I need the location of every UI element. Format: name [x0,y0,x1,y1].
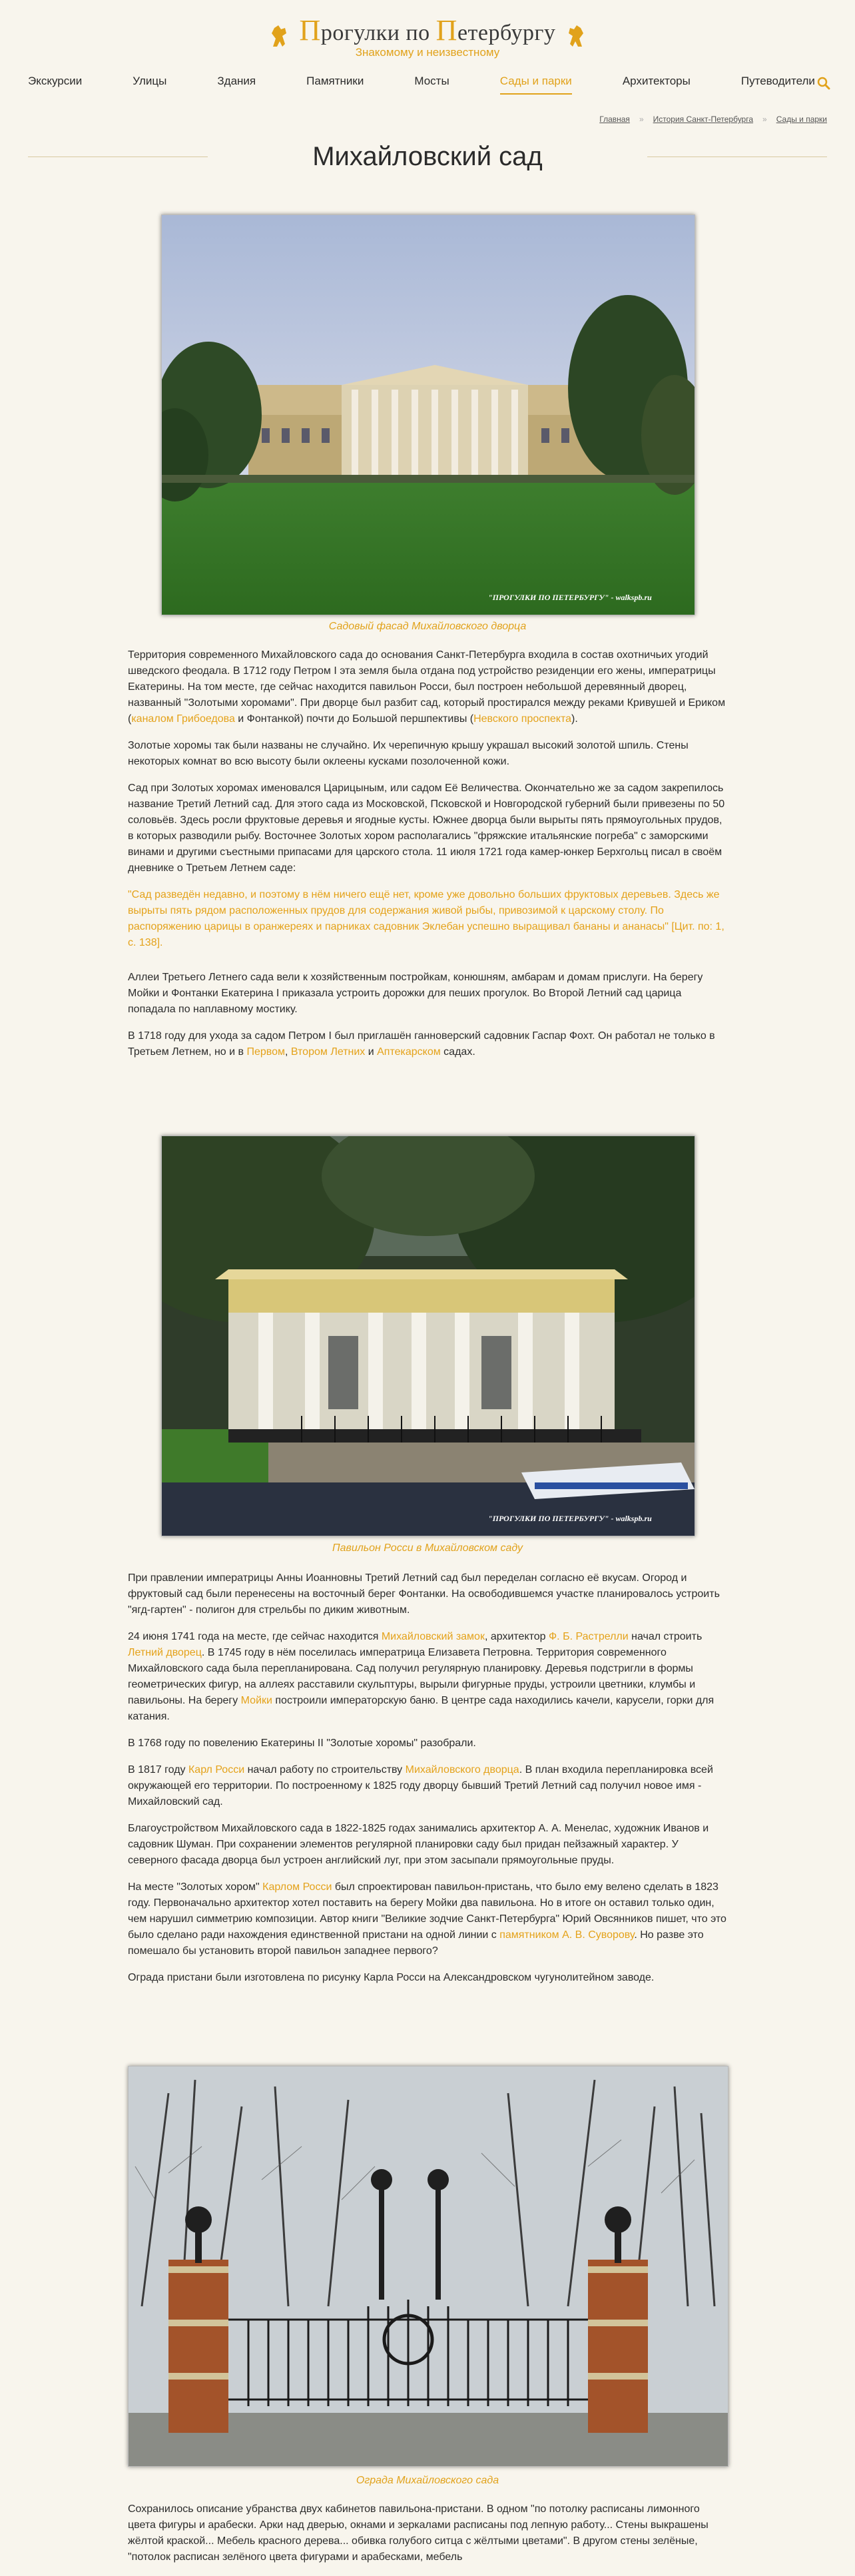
photo-watermark: "ПРОГУЛКИ ПО ПЕТЕРБУРГУ" - walkspb.ru [488,593,652,602]
article-paragraph: Золотые хоромы так были названы не случайно. Их черепичную крышу украшал высокий золотой шпиль. Стены некоторых комнат во всю высоту были оклеены кусками позолоченной кожи. [128,740,689,767]
breadcrumb-gardens[interactable]: Сады и парки [776,115,827,124]
link-first-summer-garden[interactable]: Первом [246,1046,285,1058]
article-body [128,647,727,1071]
link-griboedov-canal[interactable]: каналом Грибоедова [131,713,235,725]
nav-item-excursions[interactable]: Экскурсии [28,75,83,87]
site-title: Прогулки по Петербургу [299,14,556,47]
article-paragraph: Благоустройством Михайловского сада в 1822-1825 годах занимались архитектор А. А. Менелас, художник Иванов и садовник Шуман. При сохранении элементов регулярной планировки саду был придан пейзажный характер. У северного фасада дворца был устроен английский луг, при этом засыпали прямоугольные пруды. [128,1823,709,1866]
main-nav [0,75,855,103]
link-rastrelli[interactable]: Ф. Б. Растрелли [549,1631,629,1642]
nav-item-monuments[interactable]: Памятники [306,75,364,87]
article-quote: "Сад разведён недавно, и поэтому в нём ничего ещё нет, кроме уже довольно больших фруктовых деревьев. Здесь же вырыты пять рядом расположенных прудов для содержания живой рыбы, привозимой к царскому столу. По распоряжению царицы в оранжереях и парниках садовник Эклебан успешно выращивал бананы и ананасы" [Цит. по: 1, с. 138]. [128,889,724,948]
article-paragraph: Аллеи Третьего Летнего сада вели к хозяйственным постройкам, конюшням, амбарам и домам прислуги. На берегу Мойки и Фонтанки Екатерина I приказала устроить дорожки для пеших прогулок. Во Второй Летний сад царица попадала по наплавному мостику. [128,972,703,1015]
figure-caption: Садовый фасад Михайловского дворца [328,621,527,632]
article-paragraph: В 1768 году по повелению Екатерины II "Золотые хоромы" разобрали. [128,1738,476,1749]
photo-watermark: "ПРОГУЛКИ ПО ПЕТЕРБУРГУ" - walkspb.ru [488,1514,652,1523]
article-paragraph: 24 июня 1741 года на месте, где сейчас находится Михайловский замок, архитектор Ф. Б. Растрелли начал строить Летний дворец. В 1745 году в нём поселилась императрица Елизавета Петровна. Территория современного Михайловского сада была перепланирована. Сад получил регулярную планировку. Деревья подстригли в формы геометрических фигур, на аллеях расставили скульптуры, вырыли фигурные пруды, устроили цветники, клумбы и павильоны. На берегу Мойки построили императорскую баню. В центре сада находились качели, карусели, горки для катания. [128,1631,714,1722]
page-title: Михайловский сад [312,141,543,171]
link-summer-palace[interactable]: Летний дворец [128,1647,202,1658]
figure-caption: Ограда Михайловского сада [356,2475,499,2486]
site-logo[interactable] [0,13,855,59]
breadcrumb-separator: » [762,115,767,124]
link-mikhailovsky-castle[interactable]: Михайловский замок [381,1631,485,1642]
article-paragraph: Территория современного Михайловского сада до основания Санкт-Петербурга входила в состав охотничьих угодий шведского феодала. В 1712 году Петром I эта земля была отдана под устройство резиденции его жены, императрицы Екатерины. На том месте, где сейчас находится павильон Росси, был построен небольшой деревянный дворец, названный "Золотыми хоромами". При дворце был разбит сад, который простирался между реками Кривушей и Ериком (каналом Грибоедова и Фонтанкой) почти до Большой першпективы (Невского проспекта). [128,649,726,725]
mikhailovsky-palace-photo [161,214,695,615]
article-paragraph: Сад при Золотых хоромах именовался Царицыным, или садом Её Величества. Окончательно же за садом закрепилось название Третий Летний сад. Для этого сада из Московской, Псковской и Новгородской губерний были привезены по 50 соловьёв. Здесь росли фруктовые деревья и ягодные кусты. Южнее дворца были вырыты пять прямоугольных прудов, в которых разводили рыбу. Восточнее Золотых хором располагались "фряжские итальянские погреба" с заморскими винами и другими съестными припасами для царского стола. 11 июля 1721 года камер-юнкер Берхгольц писал в своём дневнике о Третьем Летнем саде: [128,783,725,874]
article-paragraph: При правлении императрицы Анны Иоанновны Третий Летний сад был переделан согласно её вкусам. Огород и фруктовый сад были перенесены на восточный берег Фонтанки. На освободившемся участке планировалось устроить "ягд-гартен" - полигон для стрельбы по диким животным. [128,1572,720,1616]
site-subtitle: Знакомому и неизвестному [355,46,500,59]
nav-item-guides[interactable]: Путеводители [740,75,815,87]
article-body [128,2501,727,2576]
garden-fence-photo [128,2066,728,2467]
link-carlo-rossi[interactable]: Карл Росси [188,1764,245,1775]
page-title-row [28,137,827,176]
nav-item-bridges[interactable]: Мосты [414,75,449,87]
nav-item-gardens[interactable]: Сады и парки [500,75,572,95]
article-paragraph: Сохранилось описание убранства двух кабинетов павильона-пристани. В одном "по потолку расписаны лимонного цвета фигуры и арабески. Арки над дверью, окнами и зеркалами расписаны под лепную работу... Стены выкрашены жёлтой краской... Мебель красного дерева... обивка голубого ситца с жёлтыми цветами". В другом стены зелёные, "потолок расписан зелёного цвета фигурами и арабесками, мебель [128,2503,709,2563]
article-paragraph: На месте "Золотых хором" Карлом Росси был спроектирован павильон-пристань, что было ему велено сделать в 1823 году. Первоначально архитектор хотел поставить на берегу Мойки два павильона. Но в итоге он оставил только один, чем нарушил симметрию композиции. Автор книги "Великие зодчие Санкт-Петербурга" Юрий Овсянников пишет, что это было сделано ради нахождения единственной пристани на одной линии с памятником А. В. Суворову. Но разве это помешало бы установить второй павильон западнее первого? [128,1881,726,1957]
link-nevsky-prospect[interactable]: Невского проспекта [473,713,572,725]
link-suvorov-monument[interactable]: памятником А. В. Суворову [499,1929,635,1941]
horse-emblem-icon [565,24,587,49]
article-paragraph: В 1817 году Карл Росси начал работу по строительству Михайловского дворца. В план входила перепланировка всей окружающей его территории. По построенному к 1825 году дворцу бывший Третий Летний сад получил новое имя - Михайловский сад. [128,1764,713,1807]
site-header [0,0,855,65]
article-paragraph: Ограда пристани были изготовлена по рисунку Карла Росси на Александровском чугунолитейном заводе. [128,1972,655,1983]
nav-item-streets[interactable]: Улицы [133,75,167,87]
horse-emblem-icon [268,24,290,49]
link-mikhailovsky-palace[interactable]: Михайловского дворца [405,1764,519,1775]
breadcrumb [599,115,827,124]
nav-item-architects[interactable]: Архитекторы [622,75,691,87]
link-apothecary-garden[interactable]: Аптекарском [377,1046,441,1058]
rossi-pavilion-photo [161,1135,695,1536]
nav-item-buildings[interactable]: Здания [217,75,256,87]
link-second-summer-garden[interactable]: Втором Летних [290,1046,366,1058]
search-icon[interactable] [816,76,831,91]
breadcrumb-home[interactable]: Главная [599,115,630,124]
article-body [128,1570,727,1997]
link-carlo-rossi-2[interactable]: Карлом Росси [262,1881,332,1893]
article-paragraph: В 1718 году для ухода за садом Петром I был приглашён ганноверский садовник Гаспар Фохт. Он работал не только в Третьем Летнем, но и в Первом, Втором Летних и Аптекарском садах. [128,1030,715,1058]
breadcrumb-separator: » [639,115,644,124]
breadcrumb-history[interactable]: История Санкт-Петербурга [653,115,754,124]
link-moika[interactable]: Мойки [240,1695,272,1706]
figure-caption: Павильон Росси в Михайловском саду [332,1542,523,1554]
